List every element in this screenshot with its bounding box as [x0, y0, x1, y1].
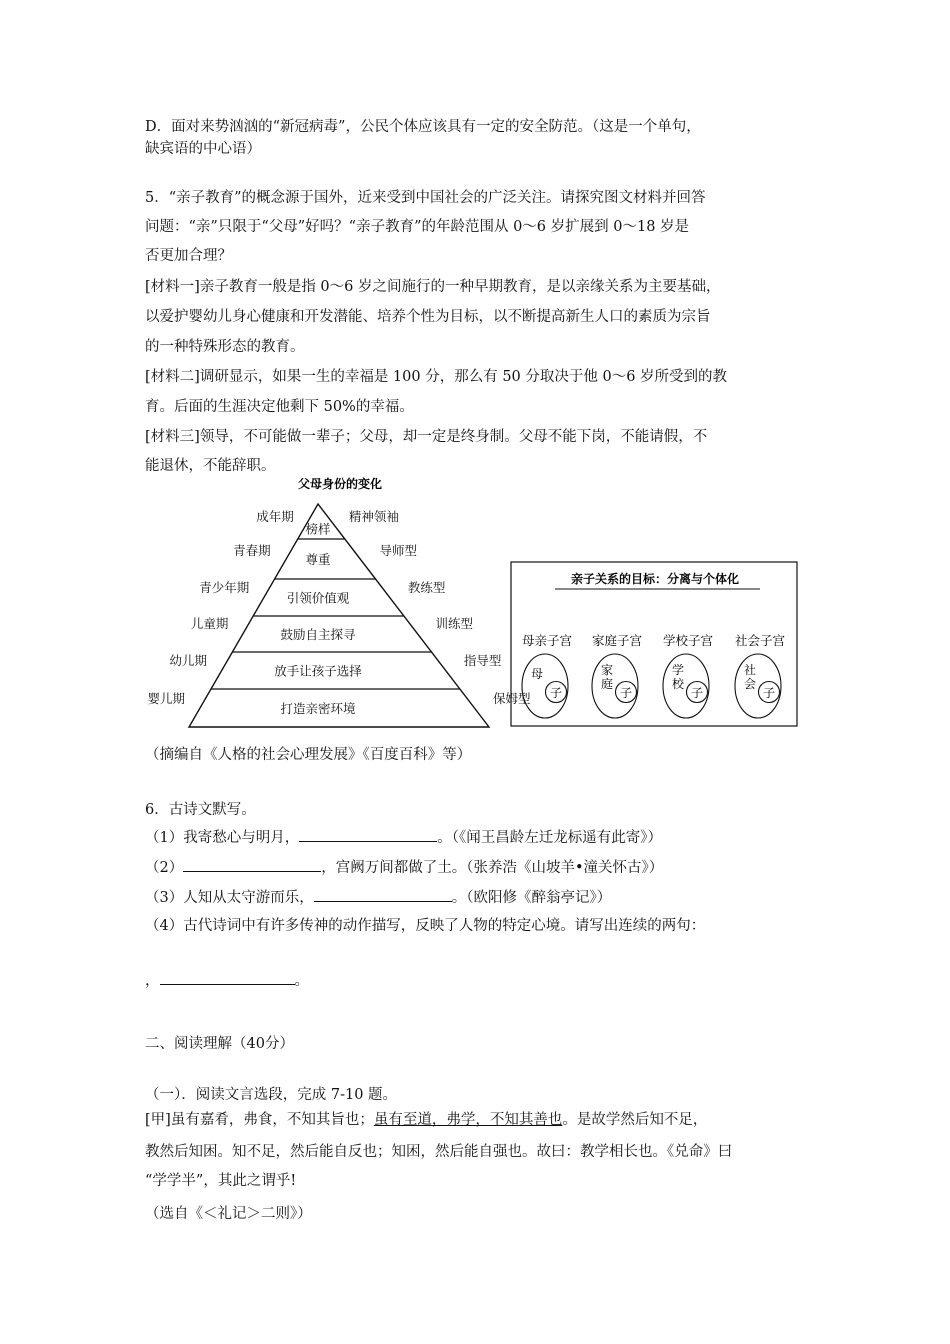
q5-line1: 5．“亲子教育”的概念源于国外，近来受到中国社会的广泛关注。请探究图文材料并回答 — [145, 190, 706, 206]
q6-item4-comma: ， — [145, 973, 160, 989]
pyramid-level-center: 尊重 — [305, 552, 331, 567]
child-label: 子 — [549, 686, 563, 700]
womb-label: 社会子宫 — [734, 633, 786, 648]
pyramid-level-age: 青少年期 — [199, 580, 250, 595]
pyramid-level-center: 引领价值观 — [286, 590, 350, 606]
q6-item4-answer — [145, 969, 309, 991]
womb-label: 学校子宫 — [662, 633, 714, 648]
q6-item2 — [145, 856, 663, 878]
section2-title: 二、阅读理解（40分） — [145, 1036, 294, 1052]
pyramid-level-role: 保姆型 — [493, 691, 531, 706]
pyramid-level-center: 放手让孩子选择 — [274, 663, 362, 679]
pyramid-level-role: 指导型 — [463, 653, 502, 668]
womb-outer-label: 社 — [743, 663, 757, 677]
pyramid-level-age: 儿童期 — [190, 616, 229, 631]
q6-item1-source: 。（《闻王昌龄左迁龙标遥有此寄》） — [437, 830, 662, 846]
womb-outer-label: 会 — [743, 677, 757, 691]
q6-title: 6．古诗文默写。 — [145, 802, 256, 818]
figure-source: （摘编自《人格的社会心理发展》《百度百科》等） — [145, 747, 472, 763]
q6-item1-blank[interactable] — [299, 826, 437, 842]
q4d-line1: D．面对来势汹汹的“新冠病毒”，公民个体应该具有一定的安全防范。（这是一个单句， — [145, 119, 701, 135]
material1-line1: [材料一]亲子教育一般是指 0～6 岁之间施行的一种早期教育，是以亲缘关系为主要基础， — [145, 279, 721, 295]
pyramid-level-center: 打造亲密环境 — [280, 701, 356, 716]
q6-item1 — [145, 826, 662, 848]
material1-line3: 的一种特殊形态的教育。 — [145, 339, 305, 355]
q6-item2-blank[interactable] — [183, 856, 321, 872]
q6-item3 — [145, 886, 611, 908]
q6-item3-prompt: （3）人知从太守游而乐， — [145, 890, 314, 906]
pyramid-level-role: 精神领袖 — [348, 509, 399, 524]
q6-item3-source: 。（欧阳修《醉翁亭记》） — [451, 890, 612, 906]
womb-outer-label: 庭 — [600, 677, 614, 691]
q6-item2-prompt: （2） — [145, 860, 184, 876]
q6-item1-prompt: （1）我寄愁心与明月， — [145, 830, 300, 846]
pyramid-level-role: 导师型 — [379, 543, 418, 558]
pyramid-level-age: 婴儿期 — [147, 691, 185, 706]
q6-item4-period: 。 — [294, 973, 309, 989]
material3-line2: 能退休，不能辞职。 — [145, 458, 276, 474]
pyramid-level-age: 青春期 — [233, 543, 271, 558]
classical-text-part1: [甲]虽有嘉肴，弗食，不知其旨也； — [145, 1112, 374, 1128]
womb-outer-label: 学 — [671, 663, 685, 677]
classical-text-line2: 教然后知困。知不足，然后能自反也；知困，然后能自强也。故曰：教学相长也。《兑命》曰 — [145, 1144, 733, 1160]
pyramid-level-center: 鼓励自主探寻 — [280, 627, 356, 642]
q6-item3-blank[interactable] — [314, 886, 452, 902]
womb-label: 家庭子宫 — [591, 633, 643, 648]
material2-line2: 育。后面的生涯决定他剩下 50%的幸福。 — [145, 399, 414, 415]
pyramid-level-center: 榜样 — [305, 521, 331, 537]
womb-label: 母亲子宫 — [521, 633, 573, 648]
child-label: 子 — [690, 686, 704, 700]
material3-line1: [材料三]领导，不可能做一辈子；父母，却一定是终身制。父母不能下岗，不能请假，不 — [145, 429, 708, 445]
classical-text-line1 — [145, 1110, 707, 1130]
classical-text-part2: 。是故学然后知不足， — [562, 1112, 708, 1128]
classical-text-line3: “学学半”，其此之谓乎! — [145, 1173, 297, 1189]
womb-outer-label: 家 — [600, 663, 614, 677]
womb-outer-label: 母 — [530, 667, 544, 681]
diagram-title: 亲子关系的目标：分离与个体化 — [570, 572, 740, 586]
child-label: 子 — [762, 686, 776, 700]
parent-child-goal-diagram — [510, 561, 800, 729]
classical-text-source: （选自《＜礼记＞二则》） — [145, 1206, 312, 1222]
q6-item4: （4）古代诗词中有许多传神的动作描写，反映了人物的特定心境。请写出连续的两句： — [145, 918, 706, 934]
material1-line2: 以爱护婴幼儿身心健康和开发潜能、培养个性为目标，以不断提高新生人口的素质为宗旨 — [145, 309, 711, 325]
q5-line3: 否更加合理？ — [145, 248, 232, 264]
q6-item4-blank[interactable] — [160, 969, 295, 985]
pyramid-level-age: 幼儿期 — [169, 653, 207, 668]
pyramid-level-role: 教练型 — [407, 580, 446, 595]
pyramid-title: 父母身份的变化 — [297, 477, 383, 491]
q4d-line2: 缺宾语的中心语） — [145, 141, 261, 157]
pyramid-level-role: 训练型 — [435, 616, 474, 631]
child-label: 子 — [619, 686, 633, 700]
classical-text-underlined: 虽有至道，弗学，不知其善也 — [373, 1112, 563, 1128]
section2-subtitle: （一）．阅读文言选段，完成 7-10 题。 — [145, 1087, 398, 1103]
material2-line1: [材料二]调研显示，如果一生的幸福是 100 分，那么有 50 分取决于他 0～6 岁所受到的教 — [145, 369, 728, 385]
q6-item2-source: ，宫阙万间都做了土。（张养浩《山坡羊•潼关怀古》） — [321, 860, 664, 876]
parent-role-pyramid — [140, 474, 531, 734]
womb-outer-label: 校 — [671, 677, 685, 691]
q5-line2: 问题：“亲”只限于“父母”好吗？“亲子教育”的年龄范围从 0～6 岁扩展到 0～18 岁是 — [145, 219, 690, 235]
pyramid-level-age: 成年期 — [256, 509, 294, 524]
